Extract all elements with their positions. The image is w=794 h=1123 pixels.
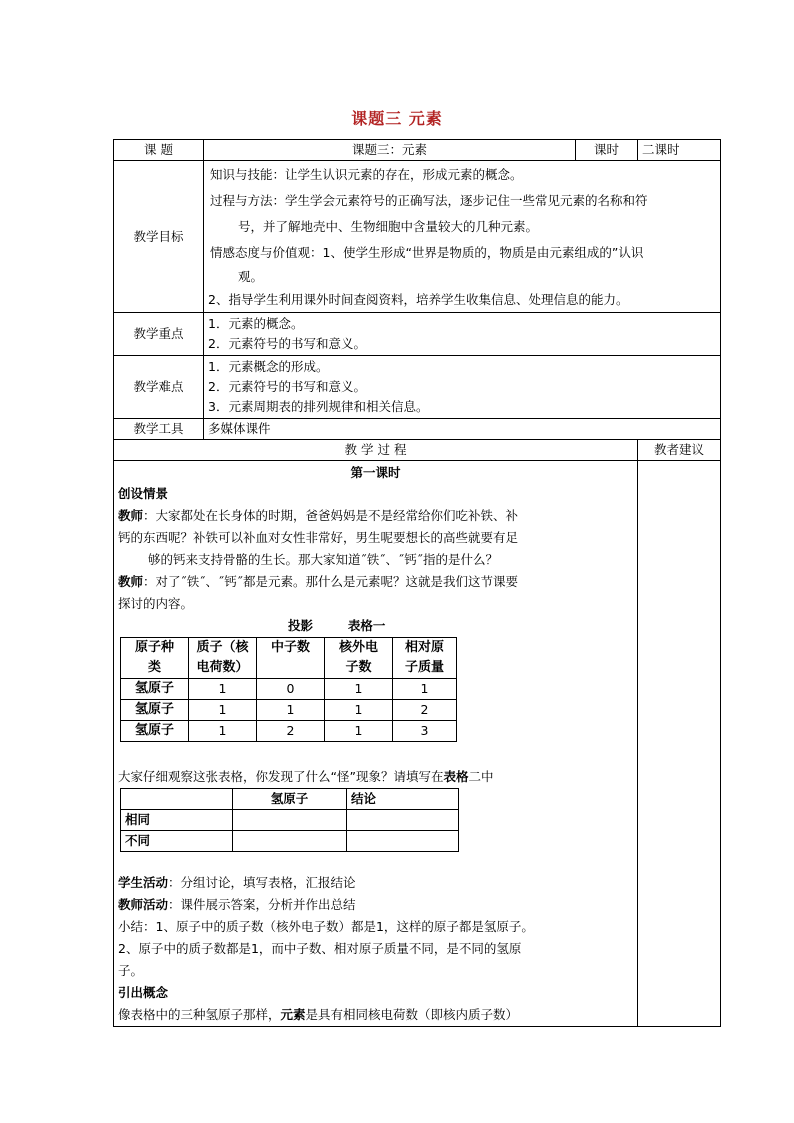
atom-table-header — [121, 638, 457, 679]
comparison-row-label: 不同 — [121, 831, 233, 852]
atom-table-header-cell: 核外电 子数 — [325, 638, 393, 679]
comparison-cell — [233, 810, 347, 831]
tools-row — [114, 419, 721, 440]
atom-name: 氢原子 — [121, 700, 189, 721]
teacher-label: 教师 — [118, 574, 144, 589]
atom-table-row — [121, 700, 457, 721]
goal-line: 过程与方法：学生学会元素符号的正确写法，逐步记住一些常见元素的名称和符 — [210, 192, 648, 208]
proton-count: 1 — [189, 721, 257, 742]
relative-mass: 2 — [393, 700, 457, 721]
difficulties-label: 教学难点 — [114, 356, 204, 419]
lesson-plan-table — [113, 139, 721, 1027]
process-header-row — [114, 440, 721, 461]
difficulty-line: 2．元素符号的书写和意义。 — [208, 379, 366, 394]
proton-count: 1 — [189, 700, 257, 721]
comparison-cell — [347, 810, 459, 831]
comparison-table — [120, 788, 459, 852]
question-c: 二中 — [468, 769, 494, 784]
atom-table-header-cell: 质子（核 电荷数） — [189, 638, 257, 679]
comparison-header — [121, 789, 459, 810]
atom-table-header-cell: 相对原 子质量 — [393, 638, 457, 679]
relative-mass: 3 — [393, 721, 457, 742]
comparison-header-cell: 结论 — [347, 789, 459, 810]
goals-content — [204, 161, 721, 313]
summary-line: 小结：1、原子中的质子数（核外电子数）都是1，这样的原子都是氢原子。 — [118, 919, 534, 934]
goal-line: 知识与技能：让学生认识元素的存在，形成元素的概念。 — [210, 166, 523, 182]
teacher-paragraph-2 — [118, 571, 633, 593]
atom-name: 氢原子 — [121, 679, 189, 700]
tools-label: 教学工具 — [114, 419, 204, 440]
topic-value: 课题三：元素 — [204, 140, 576, 161]
para1-a: ：大家都处在长身体的时期，爸爸妈妈是不是经常给你们吃补铁、补 — [143, 508, 519, 523]
goal-line: 号，并了解地壳中、生物细胞中含量较大的几种元素。 — [238, 218, 539, 234]
keypoints-content — [204, 313, 721, 356]
process-content — [114, 461, 638, 1027]
teacher-activity-label: 教师活动 — [118, 897, 169, 912]
summary-line: 子。 — [118, 963, 144, 978]
goal-line: 情感态度与价值观：1、使学生形成“世界是物质的，物质是由元素组成的”认识 — [210, 244, 644, 260]
keypoints-row — [114, 313, 721, 356]
concept-a: 像表格中的三种氢原子那样， — [118, 1007, 281, 1022]
keypoint-line: 2．元素符号的书写和意义。 — [208, 336, 366, 351]
page-title: 课题三 元素 — [351, 109, 443, 128]
atom-table-row — [121, 721, 457, 742]
concept-b: 元素 — [280, 1007, 306, 1022]
para1-b: 钙的东西呢？补铁可以补血对女性非常好，男生呢要想长的高些就要有足 — [118, 530, 519, 545]
atom-name: 氢原子 — [121, 721, 189, 742]
process-row — [114, 461, 721, 1027]
teacher-activity — [118, 894, 633, 916]
tools-value: 多媒体课件 — [204, 419, 721, 440]
comparison-row — [121, 831, 459, 852]
summary-line: 2、原子中的质子数都是1，而中子数、相对原子质量不同，是不同的氢原 — [118, 941, 522, 956]
comparison-header-cell — [121, 789, 233, 810]
atom-table-header-cell: 原子种 类 — [121, 638, 189, 679]
comparison-cell — [347, 831, 459, 852]
lesson-heading: 第一课时 — [350, 465, 401, 480]
electron-count: 1 — [325, 721, 393, 742]
comparison-row-label: 相同 — [121, 810, 233, 831]
para2-b: 探讨的内容。 — [118, 596, 194, 611]
goal-line: 观。 — [238, 268, 264, 284]
comparison-header-cell: 氢原子 — [233, 789, 347, 810]
difficulties-row — [114, 356, 721, 419]
electron-count: 1 — [325, 700, 393, 721]
goals-row — [114, 161, 721, 313]
student-activity — [118, 872, 633, 894]
atom-table-header-cell: 中子数 — [257, 638, 325, 679]
neutron-count: 0 — [257, 679, 325, 700]
atom-table — [120, 637, 457, 742]
hours-label: 课时 — [576, 140, 638, 161]
advice-column — [638, 461, 721, 1027]
neutron-count: 1 — [257, 700, 325, 721]
atom-table-row — [121, 679, 457, 700]
question-b: 表格 — [443, 769, 469, 784]
topic-row — [114, 140, 721, 161]
goal-line: 2、指导学生利用课外时间查阅资料，培养学生收集信息、处理信息的能力。 — [208, 291, 629, 307]
proton-count: 1 — [189, 679, 257, 700]
question-a: 大家仔细观察这张表格，你发现了什么“怪”现象？请填写在 — [118, 769, 444, 784]
relative-mass: 1 — [393, 679, 457, 700]
para1-c: 够的钙来支持骨骼的生长。那大家知道˝铁˝、˝钙˝指的是什么？ — [148, 552, 499, 567]
neutron-count: 2 — [257, 721, 325, 742]
goals-label: 教学目标 — [114, 161, 204, 313]
hours-value: 二课时 — [638, 140, 721, 161]
comparison-cell — [233, 831, 347, 852]
process-header: 教 学 过 程 — [114, 440, 638, 461]
difficulty-line: 3．元素周期表的排列规律和相关信息。 — [208, 399, 429, 414]
student-text: ：分组讨论，填写表格，汇报结论 — [168, 875, 356, 890]
advice-header: 教者建议 — [638, 440, 721, 461]
keypoints-label: 教学重点 — [114, 313, 204, 356]
topic-label: 课 题 — [114, 140, 204, 161]
concept-c: 是具有相同核电荷数（即核内质子数） — [305, 1007, 519, 1022]
question-text — [118, 766, 633, 788]
section-heading: 引出概念 — [118, 985, 169, 1000]
difficulties-content — [204, 356, 721, 419]
difficulty-line: 1．元素概念的形成。 — [208, 359, 329, 374]
comparison-row — [121, 810, 459, 831]
concept-line — [118, 1004, 633, 1026]
para2-a: ：对了˝铁˝、˝钙˝都是元素。那什么是元素呢？这就是我们这节课要 — [143, 574, 519, 589]
electron-count: 1 — [325, 679, 393, 700]
teacher-paragraph-1 — [118, 505, 633, 527]
keypoint-line: 1．元素的概念。 — [208, 316, 304, 331]
teacher-label: 教师 — [118, 508, 144, 523]
teacher-activity-text: ：课件展示答案，分析并作出总结 — [168, 897, 356, 912]
student-label: 学生活动 — [118, 875, 169, 890]
table1-caption: 投影 表格一 — [288, 618, 386, 633]
section-heading: 创设情景 — [118, 486, 169, 501]
